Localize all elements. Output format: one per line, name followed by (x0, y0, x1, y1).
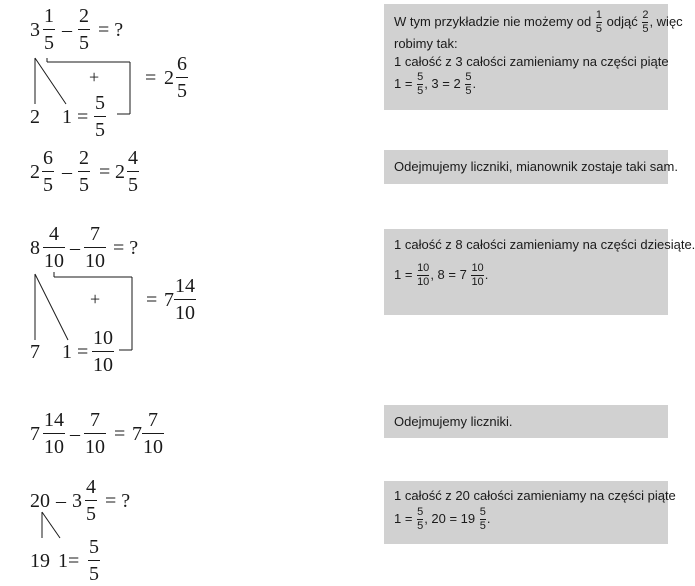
equals-sign: = (99, 161, 111, 183)
result-fraction: 14 10 (175, 275, 195, 324)
box1-line1: W tym przykładzie nie możemy od $\frac{1}{5}$ odjąć $\frac{2}{5}$ , więc (394, 9, 683, 35)
result-whole: 7 (132, 423, 142, 445)
fraction: $\frac{5}{5}$ (417, 506, 424, 532)
box1-line3: 1 całość z 3 całości zamieniamy na części piąte (394, 54, 669, 69)
one-equals: 1= (58, 550, 80, 572)
result-fraction: 4 5 (128, 147, 138, 196)
fraction: $\frac{10}{10}$ (471, 262, 484, 288)
left-integer: 7 (30, 341, 40, 363)
one-fraction: 5 5 (95, 92, 105, 141)
whole-number: 3 (30, 19, 40, 41)
one-fraction: 5 5 (89, 536, 99, 585)
fraction: 1 5 (44, 5, 54, 54)
one-fraction: 10 10 (93, 327, 113, 376)
one-equals: 1 = (62, 341, 89, 363)
fraction: 4 10 (44, 223, 64, 272)
box3-line1: 1 całość z 8 całości zamieniamy na części dziesiąte. (394, 237, 695, 252)
result-whole: 2 (115, 161, 125, 183)
left-integer: 2 (30, 106, 40, 128)
fraction: 7 10 (85, 223, 105, 272)
fraction: 6 5 (43, 147, 53, 196)
minus-sign: – (62, 19, 72, 41)
result-whole: 7 (164, 289, 174, 311)
equals-sign: = (114, 423, 126, 445)
equals-question: = ? (105, 490, 131, 512)
box3-line2: 1 = $\frac{10}{10}$ , 8 = 7 $\frac{10}{10}$ . (394, 262, 489, 288)
fraction: 7 10 (85, 409, 105, 458)
box1-line2: robimy tak: (394, 36, 458, 51)
result-whole: 2 (164, 67, 174, 89)
result-fraction: 7 10 (143, 409, 163, 458)
box5-line2: 1 = $\frac{5}{5}$ , 20 = 19 $\frac{5}{5}$ . (394, 506, 491, 532)
minus-sign: – (70, 423, 80, 445)
result-fraction: 6 5 (177, 53, 187, 102)
left-integer: 19 (30, 550, 50, 572)
fraction: $\frac{10}{10}$ (417, 262, 430, 288)
explanation-box-5 (384, 481, 676, 544)
equals-sign: = (145, 67, 157, 89)
minus-sign: – (62, 161, 72, 183)
box4-text: Odejmujemy liczniki. (394, 414, 513, 429)
fraction: $\frac{1}{5}$ (595, 9, 602, 35)
fraction: $\frac{5}{5}$ (465, 71, 472, 97)
fraction: 2 5 (79, 147, 89, 196)
plus-sign: + (90, 289, 101, 309)
fraction: 2 5 (79, 5, 89, 54)
explanation-box-4 (384, 405, 668, 438)
whole-number: 3 (72, 490, 82, 512)
fraction: 14 10 (44, 409, 64, 458)
equals-sign: = (146, 289, 158, 311)
box1-line4: 1 = $\frac{5}{5}$ , 3 = 2 $\frac{5}{5}$ . (394, 71, 477, 97)
box5-line1: 1 całość z 20 całości zamieniamy na części piąte (394, 488, 676, 503)
explanation-box-1 (384, 4, 683, 110)
equals-question: = ? (113, 237, 139, 259)
whole-number: 8 (30, 237, 40, 259)
minus-sign: – (56, 490, 66, 512)
fraction: $\frac{5}{5}$ (479, 506, 486, 532)
fraction: $\frac{2}{5}$ (642, 9, 649, 35)
explanation-box-3 (384, 229, 695, 315)
fraction: $\frac{5}{5}$ (417, 71, 424, 97)
equals-question: = ? (98, 19, 124, 41)
minuend-integer: 20 (30, 490, 50, 512)
box2-text: Odejmujemy liczniki, mianownik zostaje taki sam. (394, 159, 678, 174)
whole-number: 7 (30, 423, 40, 445)
one-equals: 1 = (62, 106, 89, 128)
minus-sign: – (70, 237, 80, 259)
plus-sign: + (89, 67, 100, 87)
fraction: 4 5 (86, 476, 96, 525)
explanation-box-2 (384, 150, 678, 184)
whole-number: 2 (30, 161, 40, 183)
